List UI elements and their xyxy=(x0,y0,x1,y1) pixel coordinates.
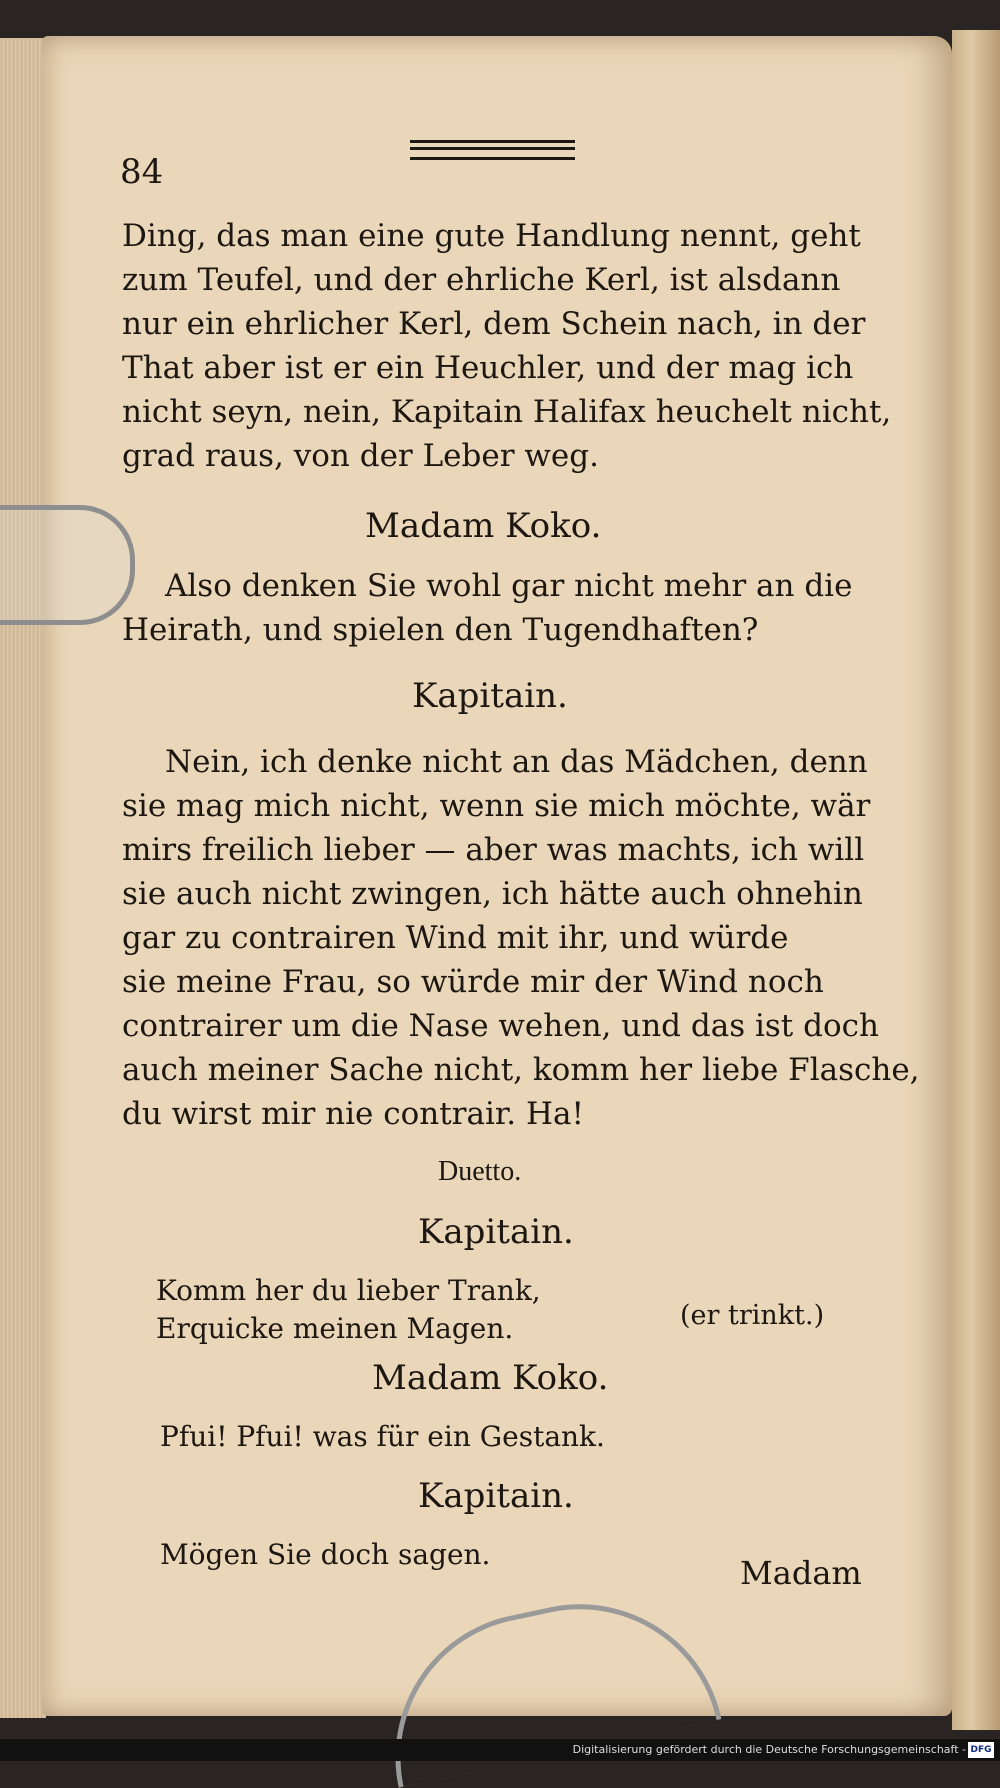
speaker-heading: Kapitain. xyxy=(418,1212,574,1252)
verse-line: Komm her du lieber Trank, xyxy=(156,1274,541,1307)
dfg-logo: DFG xyxy=(968,1742,994,1758)
text-line: grad raus, von der Leber weg. xyxy=(122,438,599,474)
text-line: Heirath, und spielen den Tugendhaften? xyxy=(122,612,759,648)
text-line: zum Teufel, und der ehrliche Kerl, ist alsdann xyxy=(122,262,841,298)
verse-line: Mögen Sie doch sagen. xyxy=(160,1538,491,1571)
text-line: Nein, ich denke nicht an das Mädchen, denn xyxy=(165,744,868,780)
page-stack-edge xyxy=(0,38,46,1718)
page-number: 84 xyxy=(120,152,164,192)
text-line: That aber ist er ein Heuchler, und der mag ich xyxy=(122,350,854,386)
verse-line: Pfui! Pfui! was für ein Gestank. xyxy=(160,1420,605,1453)
text-line: sie auch nicht zwingen, ich hätte auch ohnehin xyxy=(122,876,863,912)
text-line: Ding, das man eine gute Handlung nennt, geht xyxy=(122,218,861,254)
text-line: du wirst mir nie contrair. Ha! xyxy=(122,1096,584,1132)
text-line: mirs freilich lieber — aber was machts, ich will xyxy=(122,832,865,868)
text-line: gar zu contrairen Wind mit ihr, und würde xyxy=(122,920,789,956)
speaker-heading: Kapitain. xyxy=(412,676,568,716)
text-line: Also denken Sie wohl gar nicht mehr an die xyxy=(165,568,853,604)
text-line: nicht seyn, nein, Kapitain Halifax heuchelt nicht, xyxy=(122,394,892,430)
digitization-credit: Digitalisierung gefördert durch die Deutsche Forschungsgemeinschaft - xyxy=(0,1739,1000,1761)
book-right-edge xyxy=(952,30,1000,1730)
text-line: sie mag mich nicht, wenn sie mich möchte, wär xyxy=(122,788,871,824)
verse-line: Erquicke meinen Magen. xyxy=(156,1312,514,1345)
speaker-heading: Madam Koko. xyxy=(372,1358,609,1398)
decorative-rule xyxy=(410,140,575,160)
text-line: sie meine Frau, so würde mir der Wind noch xyxy=(122,964,824,1000)
page-clip xyxy=(0,505,135,625)
speaker-heading: Madam Koko. xyxy=(365,506,602,546)
speaker-heading: Kapitain. xyxy=(418,1476,574,1516)
text-line: auch meiner Sache nicht, komm her liebe Flasche, xyxy=(122,1052,920,1088)
section-heading: Duetto. xyxy=(438,1156,522,1187)
text-line: contrairer um die Nase wehen, und das ist doch xyxy=(122,1008,879,1044)
stage-direction: (er trinkt.) xyxy=(680,1300,825,1331)
text-line: nur ein ehrlicher Kerl, dem Schein nach, in der xyxy=(122,306,866,342)
catchword: Madam xyxy=(740,1554,862,1592)
